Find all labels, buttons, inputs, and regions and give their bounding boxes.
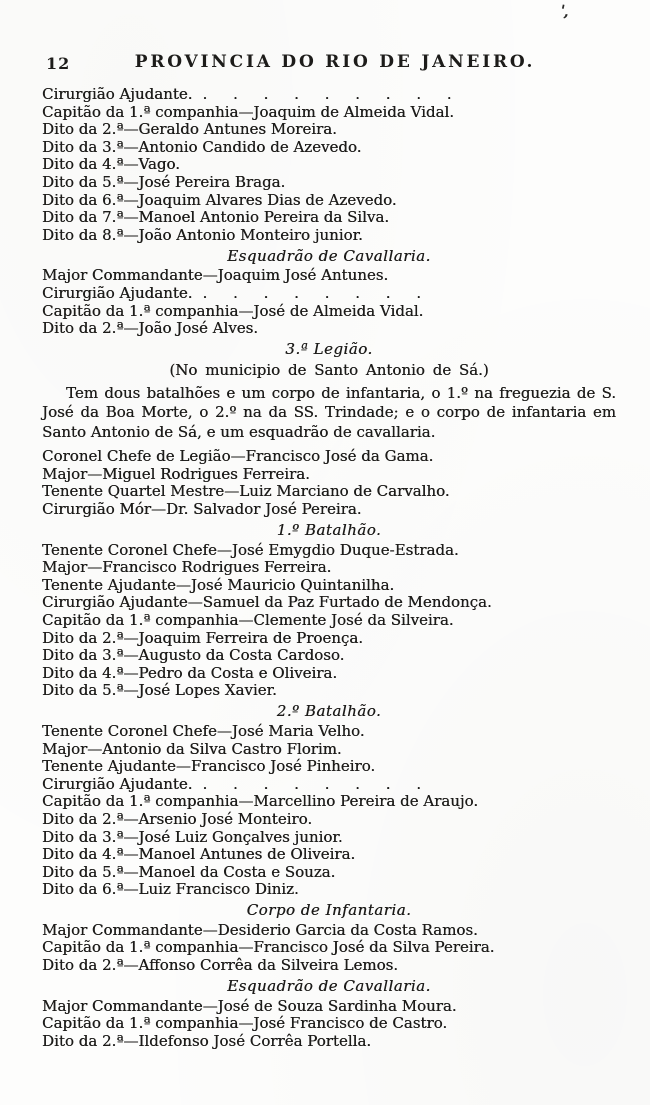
line-text: Dito da 4.ª—Manoel Antunes de Oliveira. xyxy=(42,845,356,864)
entry-line xyxy=(42,139,616,157)
line-text: Tenente Coronel Chefe—José Maria Velho. xyxy=(42,721,365,740)
section-heading xyxy=(42,901,616,919)
line-text: Major Commandante—José de Souza Sardinha Moura. xyxy=(42,996,457,1015)
line-text: Dito da 3.ª—Antonio Candido de Azevedo. xyxy=(42,137,362,156)
section-heading xyxy=(42,247,616,265)
intro-paragraph xyxy=(42,384,616,443)
dot-leader: . . . . . . . . . xyxy=(202,85,454,103)
line-text: 2.º Batalhão. xyxy=(276,702,382,721)
line-text: Dito da 2.ª—Arsenio José Monteiro. xyxy=(42,809,313,828)
entry-line xyxy=(42,267,616,285)
entry-line xyxy=(42,846,616,864)
entry-line xyxy=(42,1015,616,1033)
entry-line xyxy=(42,741,616,759)
line-text: Capitão da 1.ª companhia—José de Almeida Vidal. xyxy=(42,301,424,320)
page-number: 12 xyxy=(46,54,71,73)
entry-line xyxy=(42,192,616,210)
line-text: Tenente Ajudante—José Mauricio Quintanilha. xyxy=(42,575,395,594)
line-text: Cirurgião Ajudante—Samuel da Paz Furtado de Mendonça. xyxy=(42,593,492,612)
entry-line xyxy=(42,501,616,519)
entry-line xyxy=(42,303,616,321)
line-text: Dito da 7.ª—Manoel Antonio Pereira da Silva. xyxy=(42,208,390,227)
line-text: Esquadrão de Cavallaria. xyxy=(227,246,431,265)
line-text: Cirurgião Mór—Dr. Salvador José Pereira. xyxy=(42,500,362,518)
entry-line xyxy=(42,665,616,683)
section-heading xyxy=(42,702,616,720)
line-text: Cirurgião Ajudante. xyxy=(42,85,193,103)
entry-line xyxy=(42,483,616,501)
subtitle-note xyxy=(42,361,616,379)
line-text: Capitão da 1.ª companhia—Joaquim de Almeida Vidal. xyxy=(42,102,454,121)
line-text: Capitão da 1.ª companhia—Francisco José da Silva Pereira. xyxy=(42,938,495,957)
entry-line xyxy=(42,121,616,139)
line-text: Dito da 4.ª—Pedro da Costa e Oliveira. xyxy=(42,663,338,682)
entry-line xyxy=(42,811,616,829)
line-text: Dito da 4.ª—Vago. xyxy=(42,155,180,174)
line-text: Major Commandante—Desiderio Garcia da Costa Ramos. xyxy=(42,920,478,939)
line-text: Dito da 3.ª—José Luiz Gonçalves junior. xyxy=(42,827,343,846)
section-heading xyxy=(42,521,616,539)
line-text: Dito da 3.ª—Augusto da Costa Cardoso. xyxy=(42,646,345,665)
entry-line xyxy=(42,104,616,122)
entry-line xyxy=(42,647,616,665)
entry-line-with-dot-leader xyxy=(42,86,616,104)
line-text: Dito da 8.ª—João Antonio Monteiro junior. xyxy=(42,225,363,244)
dot-leader: . . . . . . . . xyxy=(202,774,423,793)
entry-line xyxy=(42,227,616,245)
section-heading xyxy=(42,340,616,358)
entry-line xyxy=(42,758,616,776)
line-text: Dito da 2.ª—Ildefonso José Corrêa Portella. xyxy=(42,1031,372,1050)
entry-line xyxy=(42,320,616,338)
line-text: Major—Antonio da Silva Castro Florim. xyxy=(42,739,342,758)
line-text: Dito da 5.ª—Manoel da Costa e Souza. xyxy=(42,862,336,881)
line-text: Capitão da 1.ª companhia—Clemente José da Silveira. xyxy=(42,610,454,629)
line-text: Cirurgião Ajudante. xyxy=(42,283,193,302)
line-text: Capitão da 1.ª companhia—José Francisco de Castro. xyxy=(42,1014,448,1033)
line-text: Dito da 2.ª—João José Alves. xyxy=(42,319,259,338)
stray-ink-mark: ', xyxy=(558,1,572,21)
entry-line xyxy=(42,682,616,700)
entry-line xyxy=(42,448,616,466)
entry-line xyxy=(42,998,616,1016)
dot-leader: . . . . . . . . xyxy=(202,283,423,302)
line-text: Tenente Coronel Chefe—José Emygdio Duque-Estrada. xyxy=(42,540,459,559)
entry-line xyxy=(42,209,616,227)
line-text: Major Commandante—Joaquim José Antunes. xyxy=(42,266,389,285)
line-text: Tenente Ajudante—Francisco José Pinheiro. xyxy=(42,757,376,776)
line-text: 3.ª Legião. xyxy=(285,340,373,359)
entry-line xyxy=(42,542,616,560)
entry-line xyxy=(42,957,616,975)
entry-line xyxy=(42,630,616,648)
entry-line xyxy=(42,939,616,957)
entry-line-with-dot-leader xyxy=(42,285,616,303)
line-text: Dito da 6.ª—Luiz Francisco Diniz. xyxy=(42,880,299,899)
line-text: Coronel Chefe de Legião—Francisco José da Gama. xyxy=(42,447,434,466)
entry-line xyxy=(42,829,616,847)
line-text: Dito da 5.ª—José Pereira Braga. xyxy=(42,172,286,191)
line-text: Dito da 5.ª—José Lopes Xavier. xyxy=(42,681,277,700)
line-text: (No municipio de Santo Antonio de Sá.) xyxy=(169,360,489,379)
entry-line xyxy=(42,793,616,811)
entry-line xyxy=(42,612,616,630)
entry-line xyxy=(42,1033,616,1051)
entry-line xyxy=(42,156,616,174)
entry-line xyxy=(42,577,616,595)
entry-line-with-dot-leader xyxy=(42,776,616,794)
line-text: Dito da 6.ª—Joaquim Alvares Dias de Azevedo. xyxy=(42,190,397,209)
entry-line xyxy=(42,864,616,882)
entry-line xyxy=(42,466,616,484)
page-header xyxy=(0,52,650,76)
entry-line xyxy=(42,594,616,612)
line-text: 1.º Batalhão. xyxy=(276,521,382,540)
line-text: Capitão da 1.ª companhia—Marcellino Pereira de Araujo. xyxy=(42,792,479,811)
line-text: Cirurgião Ajudante. xyxy=(42,774,193,793)
line-text: Corpo de Infantaria. xyxy=(246,901,412,920)
line-text: Dito da 2.ª—Geraldo Antunes Moreira. xyxy=(42,120,337,139)
line-text: Dito da 2.ª—Joaquim Ferreira de Proença. xyxy=(42,628,363,647)
page-content xyxy=(42,86,616,1050)
entry-line xyxy=(42,922,616,940)
entry-line xyxy=(42,881,616,899)
section-heading xyxy=(42,977,616,995)
line-text: Dito da 2.ª—Affonso Corrêa da Silveira Lemos. xyxy=(42,956,399,975)
entry-line xyxy=(42,174,616,192)
line-text: Tenente Quartel Mestre—Luiz Marciano de Carvalho. xyxy=(42,482,450,501)
entry-line xyxy=(42,723,616,741)
line-text: Major—Francisco Rodrigues Ferreira. xyxy=(42,558,332,577)
line-text: Tem dous batalhões e um corpo de infantaria, o 1.º na freguezia de S. José da Boa Morte, o 2.º na da SS. Trindade; e o corpo de infantaria em Santo Antonio de Sá, e um esquadrão de cavallaria. xyxy=(42,383,616,441)
line-text: Major—Miguel Rodrigues Ferreira. xyxy=(42,464,310,483)
line-text: Esquadrão de Cavallaria. xyxy=(227,977,431,996)
page-header-title: PROVINCIA DO RIO DE JANEIRO. xyxy=(134,52,536,72)
entry-line xyxy=(42,559,616,577)
